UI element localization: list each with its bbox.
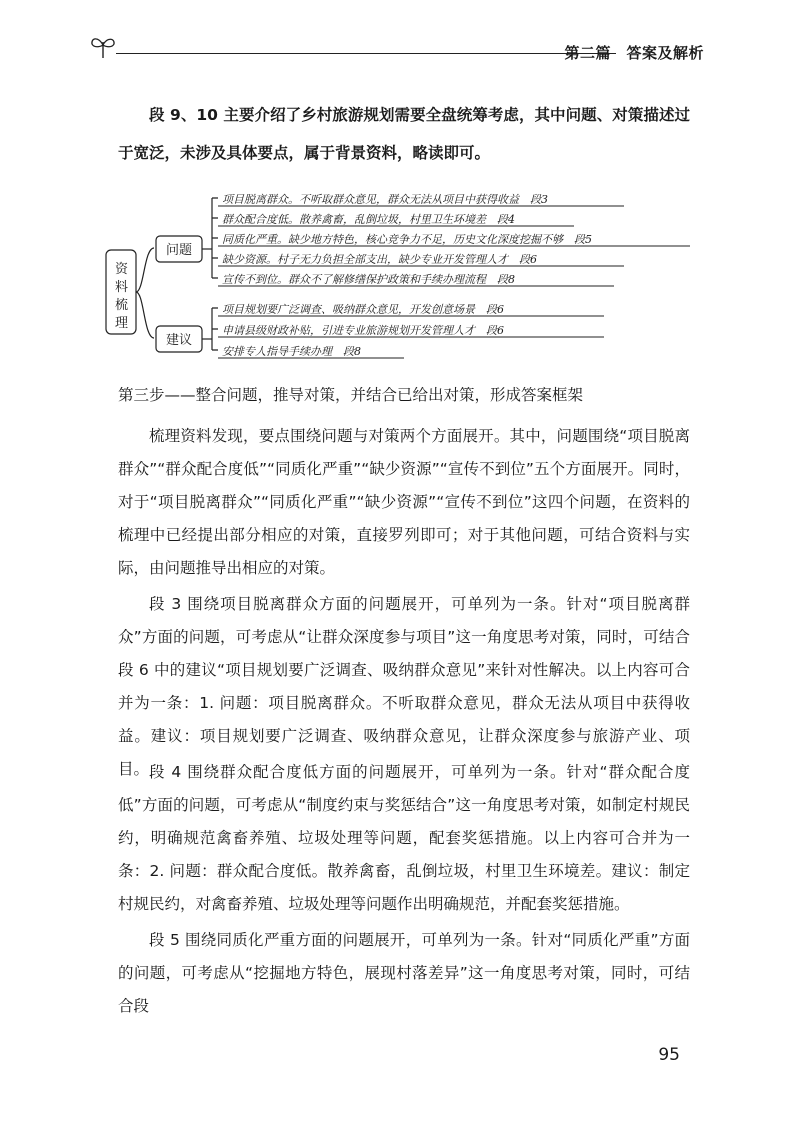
body-paragraph: 段 3 围绕项目脱离群众方面的问题展开，可单列为一条。针对“项目脱离群众”方面的问题，可考虑从“让群众深度参与项目”这一角度思考对策，同时，可结合段 6 中的建议“项目规划要广泛调查、吸纳群众意见”来针对性解决。以上内容可合并为一条：1. 问题：项目脱离群众。不听取群众意见，群众无法从项目中获得收益。建议：项目规划要广泛调查、吸纳群众意见，让群众深度参与旅游产业、项目。	[118, 595, 690, 778]
material-outline-diagram	[104, 188, 694, 363]
suggestion-item: 项目规划要广泛调查、吸纳群众意见，开发创意场景 段6	[222, 303, 504, 316]
body-paragraph: 梳理资料发现，要点围绕问题与对策两个方面展开。其中，问题围绕“项目脱离群众”“群众配合度低”“同质化严重”“缺少资源”“宣传不到位”五个方面展开。同时，对于“项目脱离群众”“同质化严重”“缺少资源”“宣传不到位”这四个问题，在资料的梳理中已经提出部分相应的对策，直接罗列即可；对于其他问题，可结合资料与实际，由问题推导出相应的对策。	[118, 427, 690, 577]
page-header	[88, 28, 708, 68]
problem-item: 缺少资源。村子无力负担全部支出，缺少专业开发管理人才 段6	[222, 253, 537, 266]
page-number: 95	[658, 1045, 680, 1065]
root-label: 资 料 梳 理	[115, 262, 129, 331]
intro-paragraph: 段 9、10 主要介绍了乡村旅游规划需要全盘统筹考虑，其中问题、对策描述过于宽泛，未涉及具体要点，属于背景资料，略读即可。	[118, 106, 690, 162]
section-title: 第二篇 答案及解析	[564, 44, 704, 62]
body-paragraph: 段 5 围绕同质化严重方面的问题展开，可单列为一条。针对“同质化严重”方面的问题，可考虑从“挖掘地方特色，展现村落差异”这一角度思考对策，同时，可结合段	[118, 931, 690, 1015]
suggestion-label: 建议	[166, 333, 193, 348]
problem-item: 项目脱离群众。不听取群众意见，群众无法从项目中获得收益 段3	[222, 193, 548, 206]
problem-item: 宣传不到位。群众不了解修缮保护政策和手续办理流程 段8	[222, 273, 515, 286]
step-title: 第三步——整合问题，推导对策，并结合已给出对策，形成答案框架	[118, 386, 584, 404]
diagram-lines	[104, 188, 694, 363]
body-paragraph: 段 4 围绕群众配合度低方面的问题展开，可单列为一条。针对“群众配合度低”方面的问题，可考虑从“制度约束与奖惩结合”这一角度思考对策，如制定村规民约，明确规范禽畜养殖、垃圾处理等问题，配套奖惩措施。以上内容可合并为一条：2. 问题：群众配合度低。散养禽畜，乱倒垃圾，村里卫生环境差。建议：制定村规民约，对禽畜养殖、垃圾处理等问题作出明确规范，并配套奖惩措施。	[118, 763, 690, 913]
suggestion-item: 申请县级财政补贴，引进专业旅游规划开发管理人才 段6	[222, 324, 504, 337]
header-rule	[116, 53, 616, 54]
suggestion-item: 安排专人指导手续办理 段8	[222, 345, 361, 358]
problem-item: 群众配合度低。散养禽畜，乱倒垃圾，村里卫生环境差 段4	[222, 213, 515, 226]
problem-label: 问题	[166, 243, 193, 258]
sprout-icon	[88, 34, 118, 60]
problem-item: 同质化严重。缺少地方特色，核心竞争力不足，历史文化深度挖掘不够 段5	[222, 233, 592, 246]
